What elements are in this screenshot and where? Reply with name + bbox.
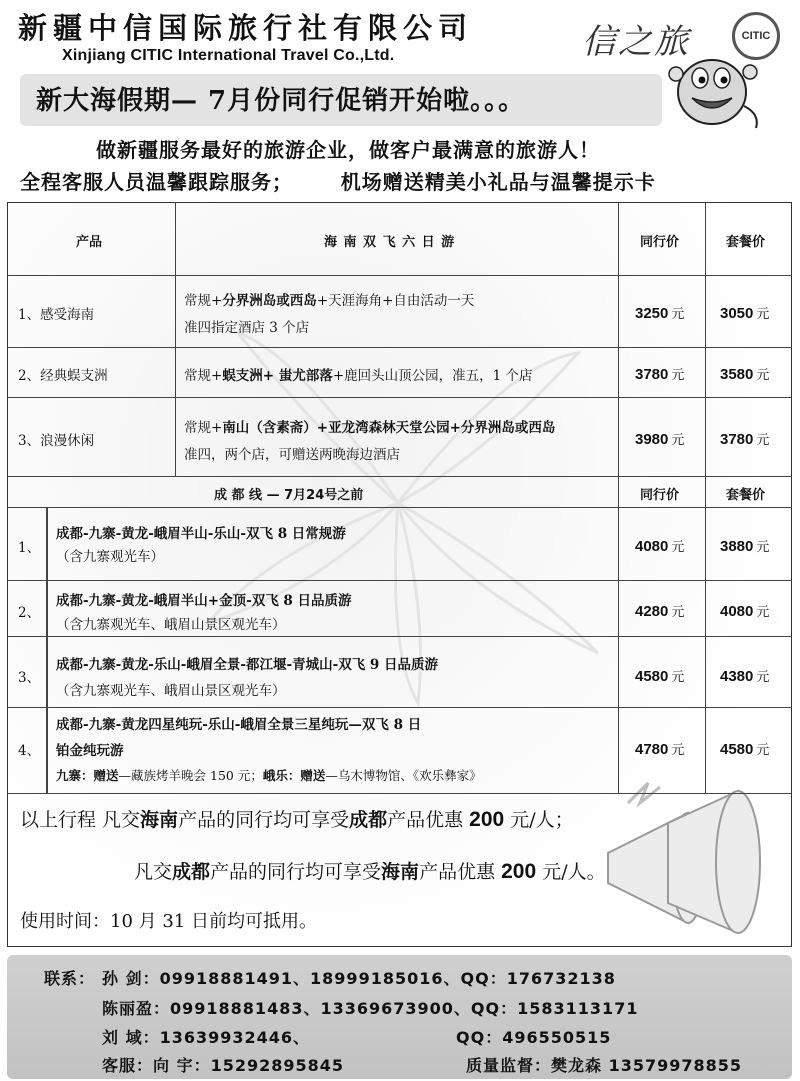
chengdu-row-2-index: 2、 [18, 605, 41, 621]
contact-liu-yu: 刘 域：13639932446、 [102, 1028, 311, 1047]
hainan-row-2-desc: 常规+蜈支洲+ 蚩尤部落+鹿回头山顶公园，准五，1 个店 [184, 368, 533, 384]
slogan-primary: 做新疆服务最好的旅游企业，做客户最满意的旅游人！ [96, 138, 600, 162]
chengdu-row-3-index: 3、 [18, 670, 41, 686]
hainan-row-1-name: 1、感受海南 [18, 307, 95, 323]
hainan-row-1-peer-price: 3250 元 [635, 305, 685, 322]
hainan-row-1-package-price: 3050 元 [720, 305, 770, 322]
mascot-illustration [660, 44, 770, 134]
company-name-cn: 新疆中信国际旅行社有限公司 [18, 11, 474, 45]
chengdu-row-3-sub: （含九寨观光车、峨眉山景区观光车） [56, 683, 286, 699]
col-package-price-header: 套餐价 [726, 235, 766, 250]
chengdu-row-2-package-price: 4080 元 [720, 603, 770, 620]
brand-calligraphy: 信之旅 [582, 22, 690, 62]
hainan-row-2-package-price: 3580 元 [720, 366, 770, 383]
price-table-frame [7, 202, 792, 947]
promo-title: 新大海假期— 7月份同行促销开始啦。。。 [36, 86, 526, 116]
hainan-row-3-hotel: 准四，两个店，可赠送两晚海边酒店 [184, 447, 400, 463]
chengdu-row-4-gifts: 九寨：赠送—藏族烤羊晚会 150 元；峨乐：赠送—乌木博物馆、《欢乐彝家》 [56, 768, 482, 783]
chengdu-row-3-peer-price: 4580 元 [635, 668, 685, 685]
logo-text: CITIC [741, 30, 771, 42]
chengdu-col-peer-header: 同行价 [640, 488, 680, 503]
chengdu-row-3-package-price: 4380 元 [720, 668, 770, 685]
hainan-row-1-hotel: 准四指定酒店 3 个店 [184, 320, 310, 336]
chengdu-row-1-package-price: 3880 元 [720, 538, 770, 555]
chengdu-row-3-title: 成都-九寨-黄龙-乐山-峨眉全景-都江堰-青城山-双飞 9 日品质游 [56, 657, 439, 673]
chengdu-row-4-peer-price: 4780 元 [635, 741, 685, 758]
contact-chen-liying: 陈丽盈：09918881483、13369673900、QQ：1583113171 [102, 999, 639, 1018]
chengdu-row-2-sub: （含九寨观光车、峨眉山景区观光车） [56, 617, 286, 633]
contact-quality-supervision: 质量监督：樊龙森 13579978855 [466, 1056, 743, 1075]
hainan-row-1-desc: 常规+分界洲岛或西岛+天涯海角+自由活动一天 [184, 293, 475, 309]
chengdu-row-1-index: 1、 [18, 540, 41, 556]
chengdu-section-title: 成 都 线 — 7月24号之前 [214, 488, 364, 503]
contact-liu-yu-qq: QQ：496550515 [456, 1028, 612, 1047]
contact-label: 联系： [44, 969, 96, 988]
contact-sun-jian: 孙 剑：09918881491、18999185016、QQ：176732138 [102, 969, 616, 988]
chengdu-row-1-sub: （含九寨观光车） [56, 549, 164, 565]
col-product-header: 产品 [76, 235, 103, 250]
chengdu-row-1-peer-price: 4080 元 [635, 538, 685, 555]
chengdu-col-package-header: 套餐价 [726, 488, 766, 503]
discount-note-1: 以上行程 凡交海南产品的同行均可享受成都产品优惠 200 元/人； [20, 808, 574, 831]
lily-watermark [178, 293, 618, 713]
chengdu-row-4-package-price: 4580 元 [720, 741, 770, 758]
slogan-secondary: 全程客服人员温馨跟踪服务； 机场赠送精美小礼品与温馨提示卡 [20, 170, 656, 194]
chengdu-row-2-title: 成都-九寨-黄龙-峨眉半山+金顶-双飞 8 日品质游 [56, 593, 352, 609]
col-hainan-title: 海 南 双 飞 六 日 游 [324, 235, 456, 250]
hainan-row-2-name: 2、经典蜈支洲 [18, 368, 108, 384]
hainan-row-3-package-price: 3780 元 [720, 431, 770, 448]
hainan-row-3-peer-price: 3980 元 [635, 431, 685, 448]
contact-customer-service: 客服：向 宇：15292895845 [102, 1056, 345, 1075]
chengdu-row-4-title: 成都-九寨-黄龙四星纯玩-乐山-峨眉全景三星纯玩—双飞 8 日 [56, 717, 422, 733]
discount-note-2: 凡交成都产品的同行均可享受海南产品优惠 200 元/人。 [134, 860, 606, 883]
hainan-row-2-peer-price: 3780 元 [635, 366, 685, 383]
chengdu-row-2-peer-price: 4280 元 [635, 603, 685, 620]
company-name-en: Xinjiang CITIC International Travel Co.,Ltd. [62, 47, 395, 64]
hainan-row-3-desc: 常规+南山（含素斋）+亚龙湾森林天堂公园+分界洲岛或西岛 [184, 420, 556, 436]
validity-note: 使用时间：10 月 31 日前均可抵用。 [20, 911, 317, 932]
chengdu-row-1-title: 成都-九寨-黄龙-峨眉半山-乐山-双飞 8 日常规游 [56, 526, 346, 542]
hainan-row-3-name: 3、浪漫休闲 [18, 433, 95, 449]
col-peer-price-header: 同行价 [640, 235, 680, 250]
chengdu-row-4-index: 4、 [18, 743, 41, 759]
chengdu-row-4-title2: 铂金纯玩游 [56, 743, 124, 759]
